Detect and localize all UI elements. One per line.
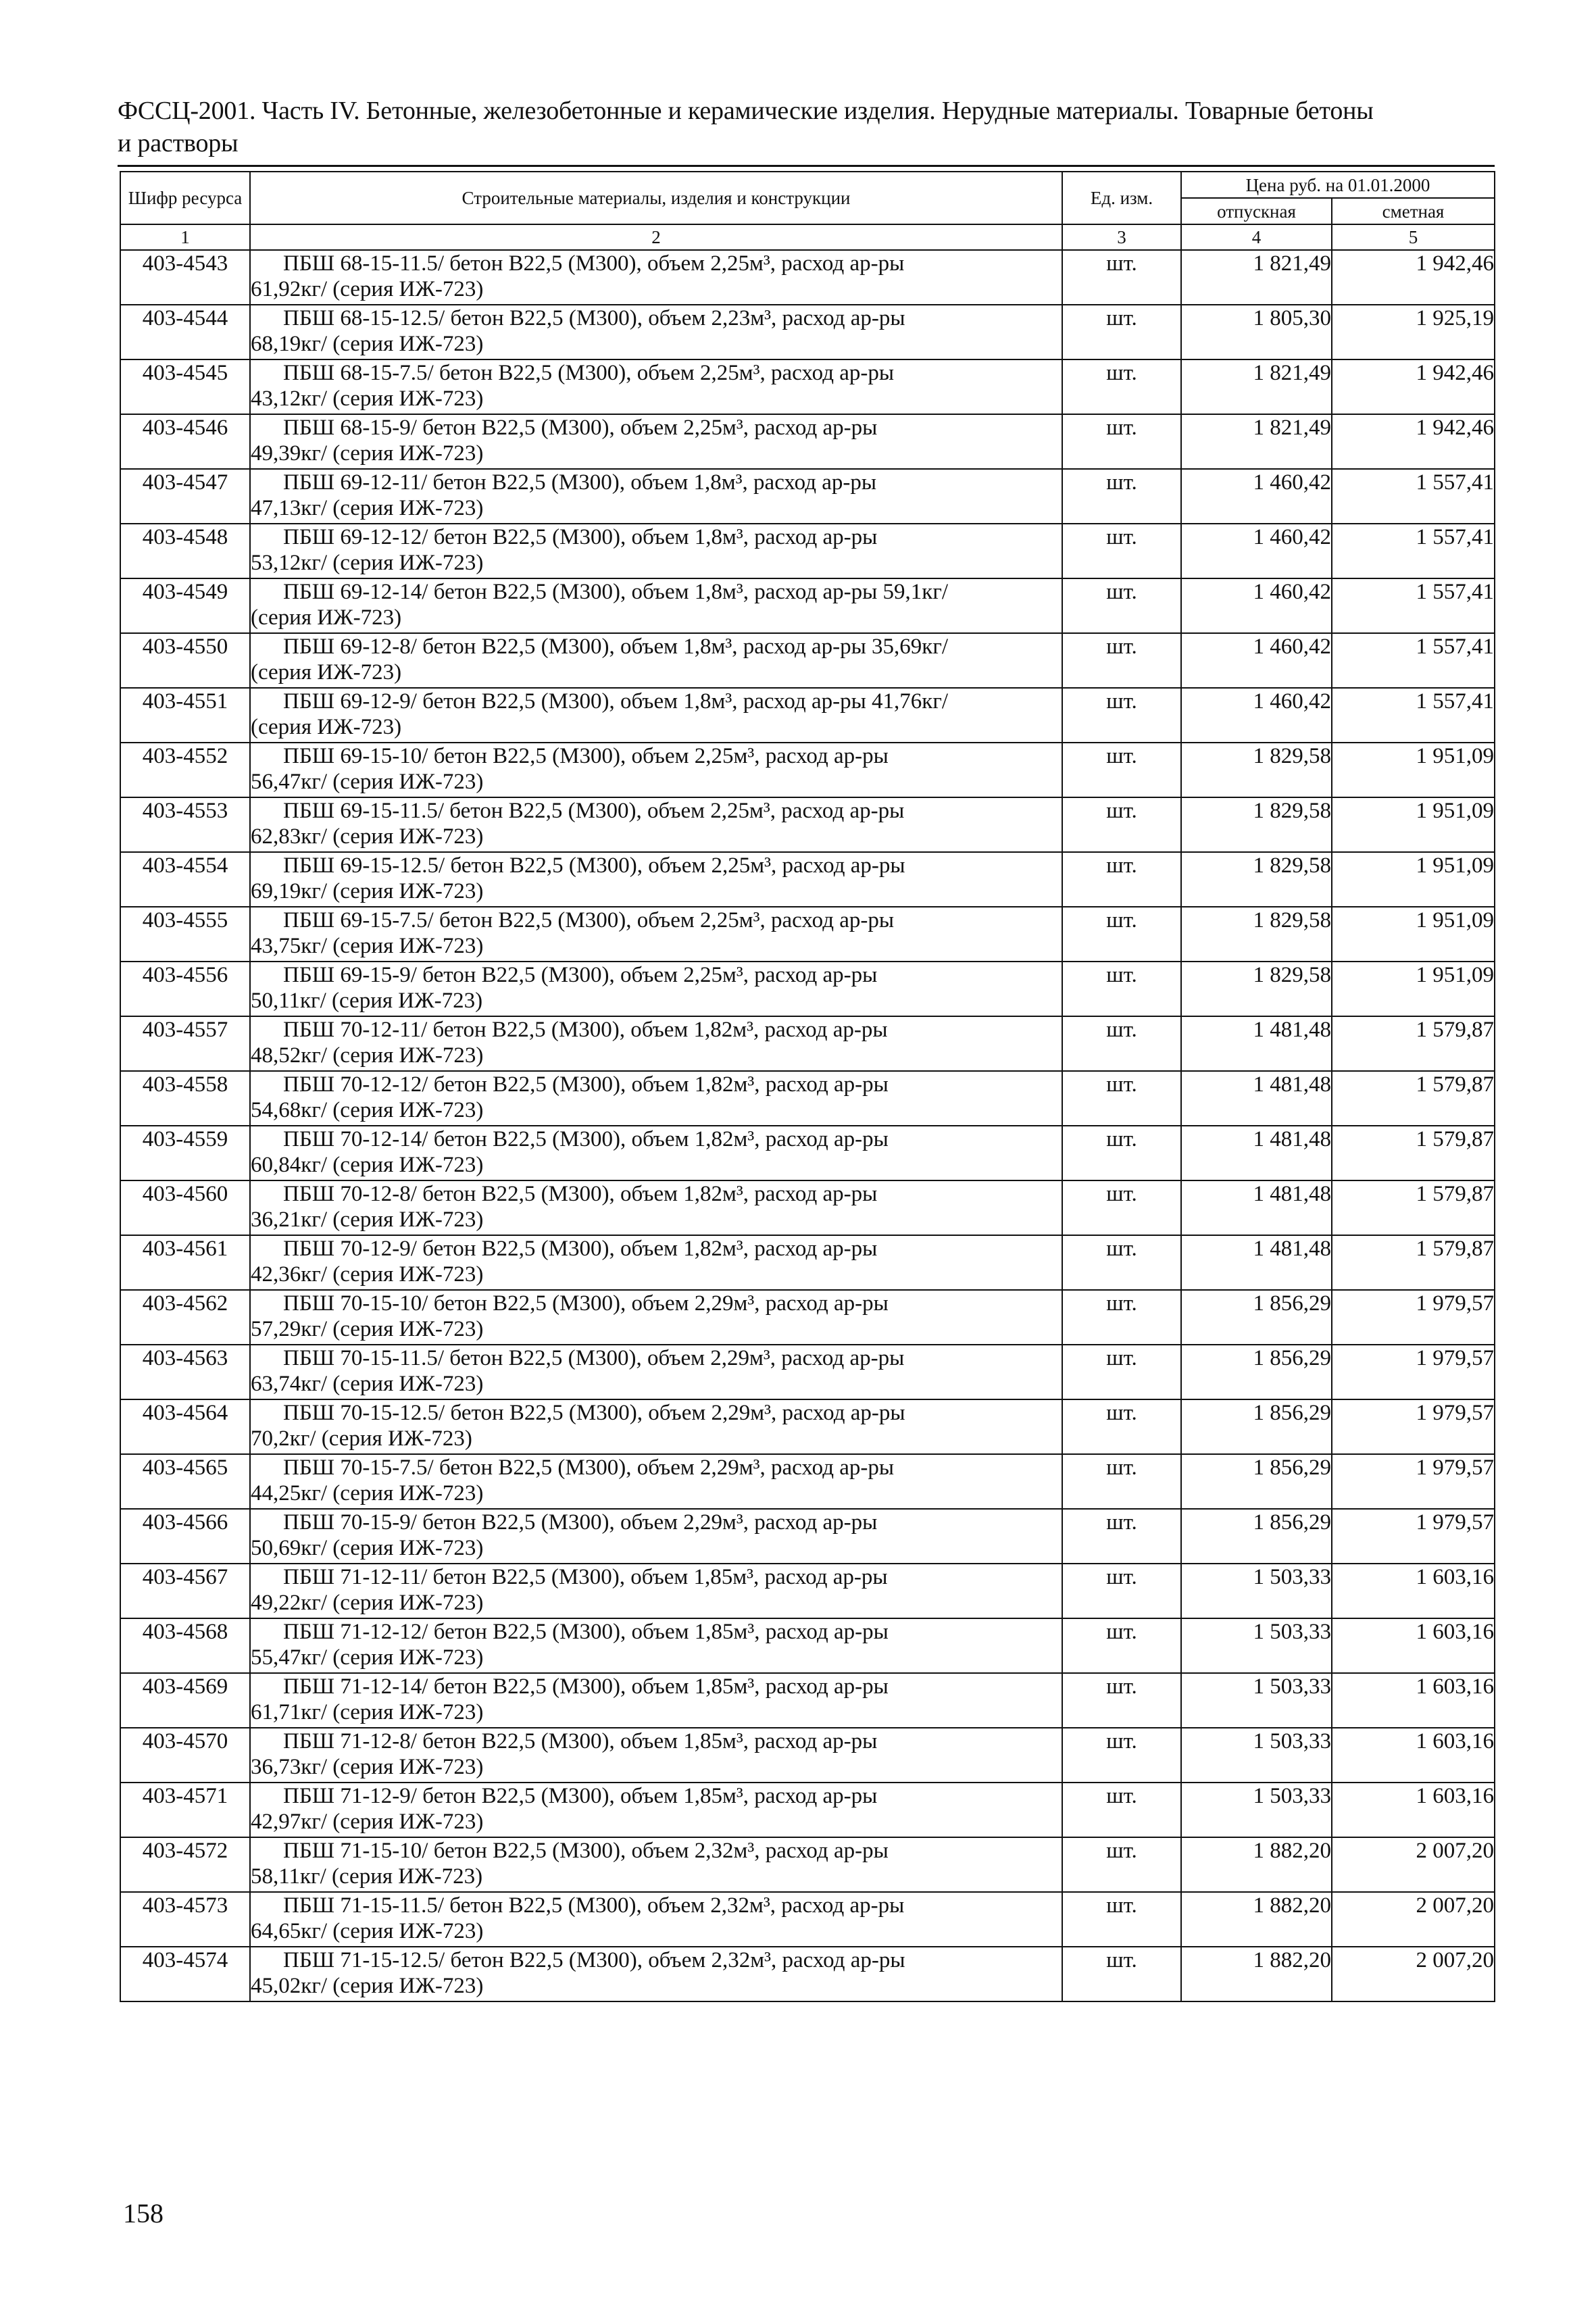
estimate-price: 1 603,16	[1332, 1618, 1495, 1673]
material-description	[250, 1783, 1062, 1837]
table-row	[120, 1947, 1495, 2001]
description-line1: ПБШ 69-12-12/ бетон В22,5 (М300), объем 1,8м³, расход ар-ры	[283, 525, 878, 549]
unit-of-measure: шт.	[1062, 907, 1181, 962]
description-line1: ПБШ 71-12-12/ бетон В22,5 (М300), объем 1,85м³, расход ар-ры	[283, 1620, 889, 1644]
estimate-price: 1 951,09	[1332, 962, 1495, 1016]
resource-code: 403-4558	[120, 1071, 250, 1126]
resource-code: 403-4556	[120, 962, 250, 1016]
description-line2: 42,97кг/ (серия ИЖ-723)	[251, 1810, 484, 1834]
col-header-price-estimate: сметная	[1332, 198, 1495, 224]
release-price: 1 856,29	[1181, 1454, 1332, 1509]
table-row	[120, 524, 1495, 578]
release-price: 1 503,33	[1181, 1728, 1332, 1783]
description-line1: ПБШ 70-15-12.5/ бетон В22,5 (М300), объем 2,29м³, расход ар-ры	[283, 1401, 905, 1425]
estimate-price: 1 951,09	[1332, 907, 1495, 962]
description-line1: ПБШ 71-12-14/ бетон В22,5 (М300), объем 1,85м³, расход ар-ры	[283, 1674, 889, 1699]
description-line2: 49,22кг/ (серия ИЖ-723)	[251, 1591, 484, 1615]
unit-of-measure: шт.	[1062, 1290, 1181, 1345]
release-price: 1 460,42	[1181, 469, 1332, 524]
unit-of-measure: шт.	[1062, 578, 1181, 633]
resource-code: 403-4545	[120, 359, 250, 414]
estimate-price: 1 579,87	[1332, 1126, 1495, 1180]
resource-code: 403-4549	[120, 578, 250, 633]
resource-code: 403-4569	[120, 1673, 250, 1728]
unit-of-measure: шт.	[1062, 1454, 1181, 1509]
description-line2: 64,65кг/ (серия ИЖ-723)	[251, 1919, 484, 1943]
release-price: 1 481,48	[1181, 1016, 1332, 1071]
unit-of-measure: шт.	[1062, 1016, 1181, 1071]
material-description	[250, 578, 1062, 633]
resource-code: 403-4561	[120, 1235, 250, 1290]
release-price: 1 460,42	[1181, 633, 1332, 688]
table-row	[120, 1564, 1495, 1618]
unit-of-measure: шт.	[1062, 1783, 1181, 1837]
description-line2: 68,19кг/ (серия ИЖ-723)	[251, 332, 484, 356]
description-line2: 36,73кг/ (серия ИЖ-723)	[251, 1755, 484, 1779]
table-row	[120, 1235, 1495, 1290]
table-row	[120, 1345, 1495, 1399]
description-line1: ПБШ 69-15-12.5/ бетон В22,5 (М300), объем 2,25м³, расход ар-ры	[283, 853, 905, 878]
material-description	[250, 852, 1062, 907]
resource-code: 403-4544	[120, 305, 250, 359]
resource-code: 403-4566	[120, 1509, 250, 1564]
unit-of-measure: шт.	[1062, 1618, 1181, 1673]
resource-code: 403-4570	[120, 1728, 250, 1783]
material-description	[250, 1126, 1062, 1180]
unit-of-measure: шт.	[1062, 688, 1181, 743]
price-table	[120, 171, 1495, 2002]
release-price: 1 856,29	[1181, 1509, 1332, 1564]
description-line2: 70,2кг/ (серия ИЖ-723)	[251, 1426, 472, 1451]
resource-code: 403-4546	[120, 414, 250, 469]
table-row	[120, 743, 1495, 797]
description-line2: 62,83кг/ (серия ИЖ-723)	[251, 824, 484, 849]
resource-code: 403-4571	[120, 1783, 250, 1837]
description-line1: ПБШ 69-15-11.5/ бетон В22,5 (М300), объем 2,25м³, расход ар-ры	[283, 799, 905, 823]
description-line2: 42,36кг/ (серия ИЖ-723)	[251, 1262, 484, 1287]
resource-code: 403-4547	[120, 469, 250, 524]
material-description	[250, 1290, 1062, 1345]
release-price: 1 829,58	[1181, 852, 1332, 907]
resource-code: 403-4543	[120, 250, 250, 305]
column-number: 4	[1181, 224, 1332, 250]
resource-code: 403-4553	[120, 797, 250, 852]
description-line1: ПБШ 71-15-10/ бетон В22,5 (М300), объем 2,32м³, расход ар-ры	[283, 1839, 889, 1863]
unit-of-measure: шт.	[1062, 250, 1181, 305]
estimate-price: 1 951,09	[1332, 797, 1495, 852]
description-line1: ПБШ 70-15-10/ бетон В22,5 (М300), объем 2,29м³, расход ар-ры	[283, 1291, 889, 1316]
estimate-price: 1 942,46	[1332, 250, 1495, 305]
estimate-price: 1 979,57	[1332, 1290, 1495, 1345]
estimate-price: 1 603,16	[1332, 1673, 1495, 1728]
estimate-price: 1 557,41	[1332, 688, 1495, 743]
description-line1: ПБШ 71-12-11/ бетон В22,5 (М300), объем 1,85м³, расход ар-ры	[283, 1565, 888, 1589]
header-title-line2: и растворы	[118, 129, 239, 157]
material-description	[250, 469, 1062, 524]
table-row	[120, 1016, 1495, 1071]
resource-code: 403-4565	[120, 1454, 250, 1509]
resource-code: 403-4568	[120, 1618, 250, 1673]
table-row	[120, 1180, 1495, 1235]
material-description	[250, 1071, 1062, 1126]
table-row	[120, 1728, 1495, 1783]
description-line2: 47,13кг/ (серия ИЖ-723)	[251, 496, 484, 520]
material-description	[250, 907, 1062, 962]
table-row	[120, 1071, 1495, 1126]
resource-code: 403-4559	[120, 1126, 250, 1180]
unit-of-measure: шт.	[1062, 962, 1181, 1016]
resource-code: 403-4574	[120, 1947, 250, 2001]
material-description	[250, 1728, 1062, 1783]
description-line2: 55,47кг/ (серия ИЖ-723)	[251, 1645, 484, 1670]
unit-of-measure: шт.	[1062, 1673, 1181, 1728]
material-description	[250, 688, 1062, 743]
description-line1: ПБШ 69-15-9/ бетон В22,5 (М300), объем 2,25м³, расход ар-ры	[283, 963, 878, 987]
resource-code: 403-4572	[120, 1837, 250, 1892]
description-line1: ПБШ 70-15-7.5/ бетон В22,5 (М300), объем 2,29м³, расход ар-ры	[283, 1455, 895, 1480]
resource-code: 403-4573	[120, 1892, 250, 1947]
unit-of-measure: шт.	[1062, 797, 1181, 852]
estimate-price: 1 557,41	[1332, 524, 1495, 578]
release-price: 1 829,58	[1181, 743, 1332, 797]
table-row	[120, 305, 1495, 359]
description-line2: 53,12кг/ (серия ИЖ-723)	[251, 551, 484, 575]
resource-code: 403-4557	[120, 1016, 250, 1071]
description-line2: 45,02кг/ (серия ИЖ-723)	[251, 1974, 484, 1998]
description-line1: ПБШ 70-15-9/ бетон В22,5 (М300), объем 2,29м³, расход ар-ры	[283, 1510, 878, 1535]
material-description	[250, 359, 1062, 414]
resource-code: 403-4554	[120, 852, 250, 907]
table-row	[120, 688, 1495, 743]
material-description	[250, 1235, 1062, 1290]
estimate-price: 1 579,87	[1332, 1071, 1495, 1126]
estimate-price: 2 007,20	[1332, 1947, 1495, 2001]
description-line2: 43,12кг/ (серия ИЖ-723)	[251, 387, 484, 411]
description-line2: 43,75кг/ (серия ИЖ-723)	[251, 934, 484, 958]
material-description	[250, 1399, 1062, 1454]
release-price: 1 481,48	[1181, 1180, 1332, 1235]
description-line1: ПБШ 71-15-12.5/ бетон В22,5 (М300), объем 2,32м³, расход ар-ры	[283, 1948, 905, 1972]
release-price: 1 481,48	[1181, 1126, 1332, 1180]
resource-code: 403-4567	[120, 1564, 250, 1618]
column-number-row	[120, 224, 1495, 250]
estimate-price: 1 579,87	[1332, 1235, 1495, 1290]
description-line1: ПБШ 68-15-7.5/ бетон В22,5 (М300), объем 2,25м³, расход ар-ры	[283, 361, 895, 385]
description-line1: ПБШ 71-12-8/ бетон В22,5 (М300), объем 1,85м³, расход ар-ры	[283, 1729, 878, 1753]
unit-of-measure: шт.	[1062, 852, 1181, 907]
unit-of-measure: шт.	[1062, 1345, 1181, 1399]
release-price: 1 829,58	[1181, 962, 1332, 1016]
release-price: 1 805,30	[1181, 305, 1332, 359]
material-description	[250, 962, 1062, 1016]
unit-of-measure: шт.	[1062, 469, 1181, 524]
unit-of-measure: шт.	[1062, 633, 1181, 688]
description-line2: 58,11кг/ (серия ИЖ-723)	[251, 1864, 483, 1889]
column-number: 5	[1332, 224, 1495, 250]
estimate-price: 1 579,87	[1332, 1180, 1495, 1235]
estimate-price: 1 979,57	[1332, 1454, 1495, 1509]
estimate-price: 1 979,57	[1332, 1399, 1495, 1454]
unit-of-measure: шт.	[1062, 359, 1181, 414]
unit-of-measure: шт.	[1062, 1235, 1181, 1290]
description-line1: ПБШ 69-12-9/ бетон В22,5 (М300), объем 1,8м³, расход ар-ры 41,76кг/	[283, 689, 949, 714]
description-line2: (серия ИЖ-723)	[251, 715, 402, 739]
description-line1: ПБШ 69-15-10/ бетон В22,5 (М300), объем 2,25м³, расход ар-ры	[283, 744, 889, 768]
description-line2: 60,84кг/ (серия ИЖ-723)	[251, 1153, 484, 1177]
description-line1: ПБШ 70-12-12/ бетон В22,5 (М300), объем 1,82м³, расход ар-ры	[283, 1072, 889, 1097]
table-row	[120, 578, 1495, 633]
unit-of-measure: шт.	[1062, 1126, 1181, 1180]
release-price: 1 460,42	[1181, 688, 1332, 743]
material-description	[250, 797, 1062, 852]
col-header-price-group: Цена руб. на 01.01.2000	[1181, 172, 1495, 198]
table-row	[120, 633, 1495, 688]
resource-code: 403-4560	[120, 1180, 250, 1235]
table-row	[120, 414, 1495, 469]
description-line1: ПБШ 69-12-8/ бетон В22,5 (М300), объем 1,8м³, расход ар-ры 35,69кг/	[283, 634, 949, 659]
table-row	[120, 1454, 1495, 1509]
column-number: 2	[250, 224, 1062, 250]
release-price: 1 821,49	[1181, 414, 1332, 469]
unit-of-measure: шт.	[1062, 414, 1181, 469]
description-line1: ПБШ 69-15-7.5/ бетон В22,5 (М300), объем 2,25м³, расход ар-ры	[283, 908, 895, 932]
estimate-price: 1 603,16	[1332, 1564, 1495, 1618]
material-description	[250, 1837, 1062, 1892]
estimate-price: 2 007,20	[1332, 1837, 1495, 1892]
description-line2: 48,52кг/ (серия ИЖ-723)	[251, 1043, 484, 1068]
material-description	[250, 1618, 1062, 1673]
table-row	[120, 1673, 1495, 1728]
material-description	[250, 1454, 1062, 1509]
release-price: 1 856,29	[1181, 1399, 1332, 1454]
table-row	[120, 1783, 1495, 1837]
resource-code: 403-4552	[120, 743, 250, 797]
unit-of-measure: шт.	[1062, 1399, 1181, 1454]
table-row	[120, 1892, 1495, 1947]
description-line2: 49,39кг/ (серия ИЖ-723)	[251, 441, 484, 466]
table-row	[120, 962, 1495, 1016]
description-line1: ПБШ 70-12-14/ бетон В22,5 (М300), объем 1,82м³, расход ар-ры	[283, 1127, 889, 1151]
material-description	[250, 1509, 1062, 1564]
unit-of-measure: шт.	[1062, 1180, 1181, 1235]
unit-of-measure: шт.	[1062, 1837, 1181, 1892]
col-header-price-release: отпускная	[1181, 198, 1332, 224]
release-price: 1 829,58	[1181, 907, 1332, 962]
resource-code: 403-4555	[120, 907, 250, 962]
estimate-price: 1 579,87	[1332, 1016, 1495, 1071]
estimate-price: 1 925,19	[1332, 305, 1495, 359]
estimate-price: 1 979,57	[1332, 1509, 1495, 1564]
description-line2: 56,47кг/ (серия ИЖ-723)	[251, 770, 484, 794]
table-row	[120, 797, 1495, 852]
material-description	[250, 524, 1062, 578]
description-line1: ПБШ 68-15-11.5/ бетон В22,5 (М300), объем 2,25м³, расход ар-ры	[283, 251, 905, 276]
release-price: 1 503,33	[1181, 1564, 1332, 1618]
resource-code: 403-4562	[120, 1290, 250, 1345]
description-line2: 44,25кг/ (серия ИЖ-723)	[251, 1481, 484, 1505]
material-description	[250, 1180, 1062, 1235]
description-line1: ПБШ 71-12-9/ бетон В22,5 (М300), объем 1,85м³, расход ар-ры	[283, 1784, 878, 1808]
table-row	[120, 1399, 1495, 1454]
table-row	[120, 1837, 1495, 1892]
unit-of-measure: шт.	[1062, 743, 1181, 797]
description-line2: 50,69кг/ (серия ИЖ-723)	[251, 1536, 484, 1560]
description-line1: ПБШ 70-12-9/ бетон В22,5 (М300), объем 1,82м³, расход ар-ры	[283, 1237, 878, 1261]
estimate-price: 1 557,41	[1332, 578, 1495, 633]
description-line1: ПБШ 71-15-11.5/ бетон В22,5 (М300), объем 2,32м³, расход ар-ры	[283, 1893, 905, 1918]
column-number: 3	[1062, 224, 1181, 250]
table-row	[120, 1509, 1495, 1564]
release-price: 1 460,42	[1181, 524, 1332, 578]
material-description	[250, 414, 1062, 469]
material-description	[250, 1564, 1062, 1618]
unit-of-measure: шт.	[1062, 1947, 1181, 2001]
material-description	[250, 633, 1062, 688]
resource-code: 403-4548	[120, 524, 250, 578]
estimate-price: 1 951,09	[1332, 852, 1495, 907]
estimate-price: 1 942,46	[1332, 414, 1495, 469]
col-header-name: Строительные материалы, изделия и конструкции	[250, 172, 1062, 224]
table-row	[120, 852, 1495, 907]
resource-code: 403-4564	[120, 1399, 250, 1454]
col-header-code: Шифр ресурса	[120, 172, 250, 224]
column-number: 1	[120, 224, 250, 250]
col-header-unit: Ед. изм.	[1062, 172, 1181, 224]
estimate-price: 1 603,16	[1332, 1728, 1495, 1783]
unit-of-measure: шт.	[1062, 524, 1181, 578]
release-price: 1 503,33	[1181, 1783, 1332, 1837]
release-price: 1 882,20	[1181, 1947, 1332, 2001]
description-line2: 50,11кг/ (серия ИЖ-723)	[251, 989, 483, 1013]
description-line2: 61,71кг/ (серия ИЖ-723)	[251, 1700, 484, 1724]
estimate-price: 1 979,57	[1332, 1345, 1495, 1399]
table-row	[120, 1618, 1495, 1673]
description-line2: 63,74кг/ (серия ИЖ-723)	[251, 1372, 484, 1396]
material-description	[250, 250, 1062, 305]
table-body	[120, 250, 1495, 2001]
unit-of-measure: шт.	[1062, 1509, 1181, 1564]
description-line1: ПБШ 68-15-9/ бетон В22,5 (М300), объем 2,25м³, расход ар-ры	[283, 416, 878, 440]
release-price: 1 503,33	[1181, 1618, 1332, 1673]
resource-code: 403-4550	[120, 633, 250, 688]
table-row	[120, 1290, 1495, 1345]
unit-of-measure: шт.	[1062, 1564, 1181, 1618]
resource-code: 403-4563	[120, 1345, 250, 1399]
description-line2: 36,21кг/ (серия ИЖ-723)	[251, 1208, 484, 1232]
description-line2: 54,68кг/ (серия ИЖ-723)	[251, 1098, 484, 1122]
release-price: 1 821,49	[1181, 359, 1332, 414]
description-line2: 57,29кг/ (серия ИЖ-723)	[251, 1317, 484, 1341]
running-header	[118, 95, 1496, 159]
table-row	[120, 250, 1495, 305]
description-line1: ПБШ 68-15-12.5/ бетон В22,5 (М300), объем 2,23м³, расход ар-ры	[283, 306, 905, 330]
description-line1: ПБШ 69-12-14/ бетон В22,5 (М300), объем 1,8м³, расход ар-ры 59,1кг/	[283, 580, 949, 604]
estimate-price: 1 557,41	[1332, 633, 1495, 688]
table-row	[120, 1126, 1495, 1180]
material-description	[250, 1947, 1062, 2001]
material-description	[250, 743, 1062, 797]
material-description	[250, 1016, 1062, 1071]
release-price: 1 460,42	[1181, 578, 1332, 633]
release-price: 1 856,29	[1181, 1345, 1332, 1399]
release-price: 1 882,20	[1181, 1837, 1332, 1892]
description-line1: ПБШ 70-12-11/ бетон В22,5 (М300), объем 1,82м³, расход ар-ры	[283, 1018, 888, 1042]
material-description	[250, 1673, 1062, 1728]
release-price: 1 503,33	[1181, 1673, 1332, 1728]
description-line2: (серия ИЖ-723)	[251, 660, 402, 684]
unit-of-measure: шт.	[1062, 1892, 1181, 1947]
header-rule	[118, 165, 1495, 167]
unit-of-measure: шт.	[1062, 305, 1181, 359]
estimate-price: 1 557,41	[1332, 469, 1495, 524]
table-row	[120, 359, 1495, 414]
description-line2: 69,19кг/ (серия ИЖ-723)	[251, 879, 484, 903]
estimate-price: 1 951,09	[1332, 743, 1495, 797]
page-number: 158	[123, 2198, 164, 2229]
estimate-price: 1 942,46	[1332, 359, 1495, 414]
release-price: 1 821,49	[1181, 250, 1332, 305]
unit-of-measure: шт.	[1062, 1728, 1181, 1783]
material-description	[250, 305, 1062, 359]
header-title-line1: ФССЦ-2001. Часть IV. Бетонные, железобетонные и керамические изделия. Нерудные материалы. Товарные бетоны	[118, 97, 1374, 125]
estimate-price: 1 603,16	[1332, 1783, 1495, 1837]
description-line2: (серия ИЖ-723)	[251, 605, 402, 630]
release-price: 1 481,48	[1181, 1071, 1332, 1126]
description-line1: ПБШ 70-15-11.5/ бетон В22,5 (М300), объем 2,29м³, расход ар-ры	[283, 1346, 905, 1370]
table-row	[120, 469, 1495, 524]
description-line1: ПБШ 69-12-11/ бетон В22,5 (М300), объем 1,8м³, расход ар-ры	[283, 470, 877, 495]
estimate-price: 2 007,20	[1332, 1892, 1495, 1947]
table-header	[120, 172, 1495, 250]
release-price: 1 481,48	[1181, 1235, 1332, 1290]
description-line2: 61,92кг/ (серия ИЖ-723)	[251, 277, 484, 301]
unit-of-measure: шт.	[1062, 1071, 1181, 1126]
release-price: 1 882,20	[1181, 1892, 1332, 1947]
material-description	[250, 1345, 1062, 1399]
table-row	[120, 907, 1495, 962]
description-line1: ПБШ 70-12-8/ бетон В22,5 (М300), объем 1,82м³, расход ар-ры	[283, 1182, 878, 1206]
release-price: 1 829,58	[1181, 797, 1332, 852]
release-price: 1 856,29	[1181, 1290, 1332, 1345]
material-description	[250, 1892, 1062, 1947]
resource-code: 403-4551	[120, 688, 250, 743]
